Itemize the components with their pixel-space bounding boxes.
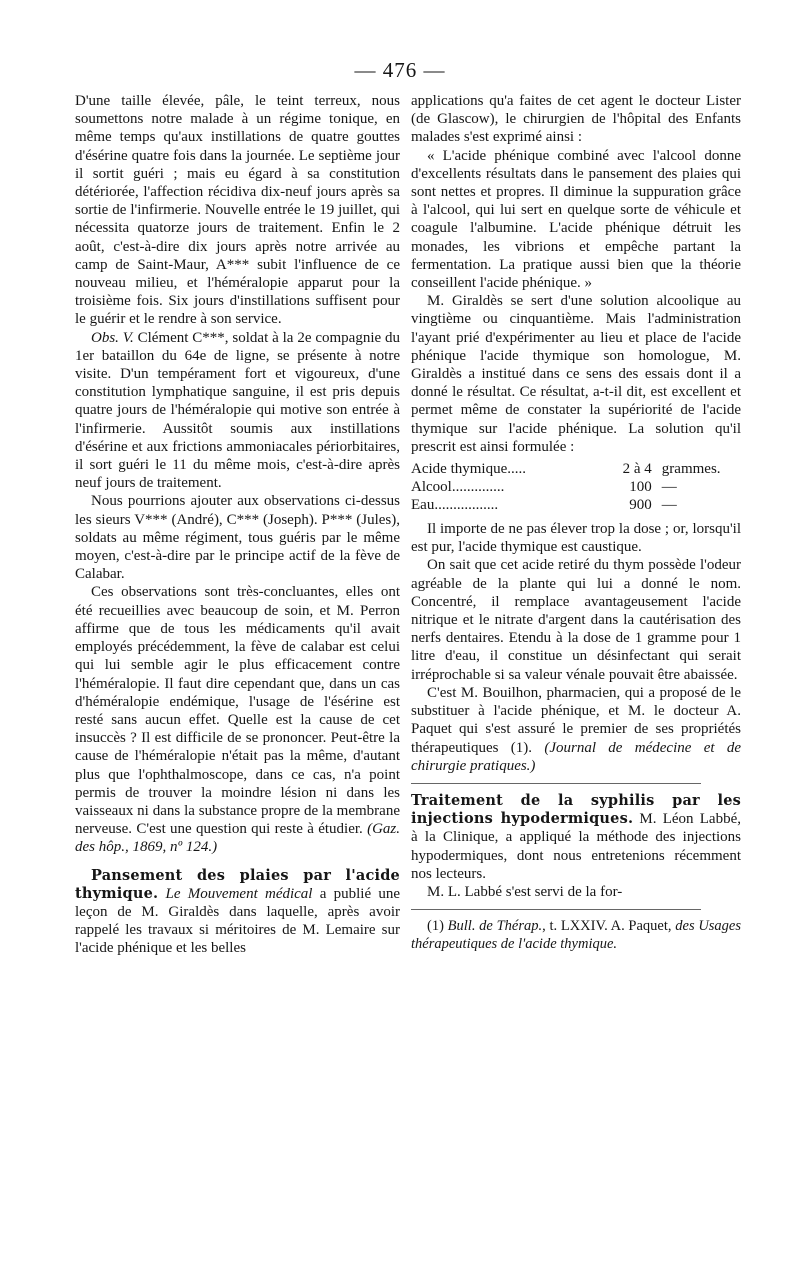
paragraph [75,583,400,856]
paragraph: D'une taille élevée, pâle, le teint terreux, nous soumettons notre malade à un régime tonique, en même temps qu'aux instillations de quatre gouttes d'ésérine quatre fois dans la journée. Le septième jour il sortit guéri ; mais eu égard à sa constitution détériorée, l'affection récidiva dix-neuf jours après sa sortie de l'infirmerie. Nouvelle entrée le 19 juillet, qui nécessita quatorze jours de traitement. Enfin le 2 août, c'est-à-dire dix jours après notre arrivée au camp de Saint-Maur, A*** subit l'influence de ce nouveau milieu, et l'héméralopie apparut pour la troisième fois. Six jours d'instillations suffisent pour le guérir et le rendre à son service. [75,93,400,328]
formula-amount: 900 [629,497,652,514]
footnote [411,918,741,953]
paragraph-text: Clément C***, soldat à la 2e compagnie du 1er bataillon du 64e de ligne, se présente à notre visite. D'un tempérament fort et vigoureux, d'une constitution lymphatique sanguine, il est pris depuis quatre jours de l'héméralopie qui motive son entrée à l'infirmerie. Aussitôt soumis aux instillations d'ésérine et aux frictions ammoniacales périorbitaires, il sort guéri le 11 du même mois, c'est-à-dire après neuf jours de traitement. [75,329,400,492]
footnote-volume: , t. LXXIV. A. Paquet, [542,918,672,935]
formula-name: Acide thymique..... [411,461,526,478]
formula-row [411,478,741,496]
formula-amount: 2 à 4 [622,461,652,478]
paragraph: On sait que cet acide retiré du thym possède l'odeur agréable de la plante qui lui a donné le nom. Concentré, il remplace avantageusement l'acide nitrique et le nitrate d'argent dans la cautérisation des nerfs dentaires. Etendu à la dose de 1 gramme pour 1 litre d'eau, il constitue un désinfectant qui serait irréprochable si sa valeur vénale pouvait être abaissée. [411,557,741,683]
page-number: — 476 — [354,58,446,82]
formula-unit: — [661,497,677,514]
paragraph: Nous pourrions ajouter aux observations ci-dessus les sieurs V*** (André), C*** (Joseph). P*** (Jules), soldats au même régiment, tous guéris par le même moyen, c'est-à-dire par le principe actif de la fève de Calabar. [75,493,400,583]
paragraph-text: Ces observations sont très-concluantes, elles ont été recueillies avec beaucoup de soin, et M. Perron affirme que de tous les médicaments qu'il avait employés précédemment, la fève de calabar est celui qui lui semble agir le plus efficacement contre l'héméralopie. Il faut dire cependant que, dans un cas d'héméralopie endémique, l'usage de l'ésérine est resté sans aucun effet. Quelle est la cause de cet insuccès ? Il est difficile de se prononcer. Peut-être la cause de l'héméralopie n'était pas la même, d'autant plus que l'ophthalmoscope, dans ce cas, n'a point permis de trouver la moindre lésion ni dans les vaisseaux ni dans la substance propre de la membrane nerveuse. C'est une question qui reste à étudier. [75,584,400,838]
formula-unit: grammes. [661,461,721,478]
footnote-title: des Usages thérapeutiques de l'acide thymique. [411,918,742,952]
citation: (Journal de médecine et de chirurgie pratiques.) [411,739,741,774]
formula-unit: — [661,479,677,496]
citation: (Gaz. des hôp., 1869, nº 124.) [75,821,401,856]
formula-row [411,496,741,514]
formula-name: Alcool.............. [411,479,505,496]
section-heading: Traitement de la syphilis par les injections hypodermiques. [411,791,741,828]
source-title: Le Mouvement médical [165,885,313,902]
formula-table [411,460,741,514]
quotation: « L'acide phénique combiné avec l'alcool donne d'excellents résultats dans le pansement des plaies qui sont nettes et propres. Il diminue la suppuration grâce à l'alcool, qui lui sert en quelque sorte de véhicule et coagule l'albumine. L'acide phénique détruit les monades, les vibrions et empêche partant la fermentation. La pratique aussi bien que la théorie conseillent l'acide phénique. » [411,147,741,292]
observation-label: Obs. V. [91,329,134,346]
paragraph [75,867,400,958]
paragraph [411,792,741,883]
paragraph: Il importe de ne pas élever trop la dose ; or, lorsqu'il est pur, l'acide thymique est caustique. [411,521,741,556]
paragraph-text: a publié une leçon de M. Giraldès dans laquelle, après avoir rappelé les travaux si méritoires de M. Lemaire sur l'acide phénique et les belles [75,885,401,957]
paragraph-text: M. Léon Labbé, à la Clinique, a appliqué la méthode des injections hypodermiques, dont nous entretenions récemment nos lecteurs. [411,811,741,882]
divider [411,783,701,784]
section-heading: Pansement des plaies par l'acide thymique. [75,866,400,902]
formula-row [411,460,741,478]
paragraph: M. L. Labbé s'est servi de la for- [427,883,623,900]
formula-amount: 100 [629,479,652,496]
paragraph [411,684,741,775]
paragraph [75,329,400,493]
paragraph-text: C'est M. Bouilhon, pharmacien, qui a proposé de le substituer à l'acide phénique, et M. le docteur A. Paquet qui s'est assuré le premier de ses propriétés thérapeutiques (1). [411,684,741,756]
right-column [411,92,741,953]
footnote-source: Bull. de Thérap. [447,918,543,935]
left-column [75,92,400,958]
paragraph: M. Giraldès se sert d'une solution alcoolique au vingtième ou cinquantième. Mais l'administration l'ayant prié d'expérimenter au lieu et place de l'acide phénique l'acide thymique son homologue, M. Giraldès a institué dans ce sens des essais dont il a donné le résultat. Ce résultat, a-t-il dit, est excellent et permet même de constater la supériorité de l'acide thymique sur l'acide phénique. La solution qu'il prescrit est ainsi formulée : [411,293,741,455]
paragraph: applications qu'a faites de cet agent le docteur Lister (de Glascow), le chirurgien de l'hôpital des Enfants malades s'est exprimé ainsi : [411,93,741,146]
footnote-divider [411,909,701,910]
formula-name: Eau................. [411,497,499,514]
footnote-marker: (1) [427,918,444,935]
